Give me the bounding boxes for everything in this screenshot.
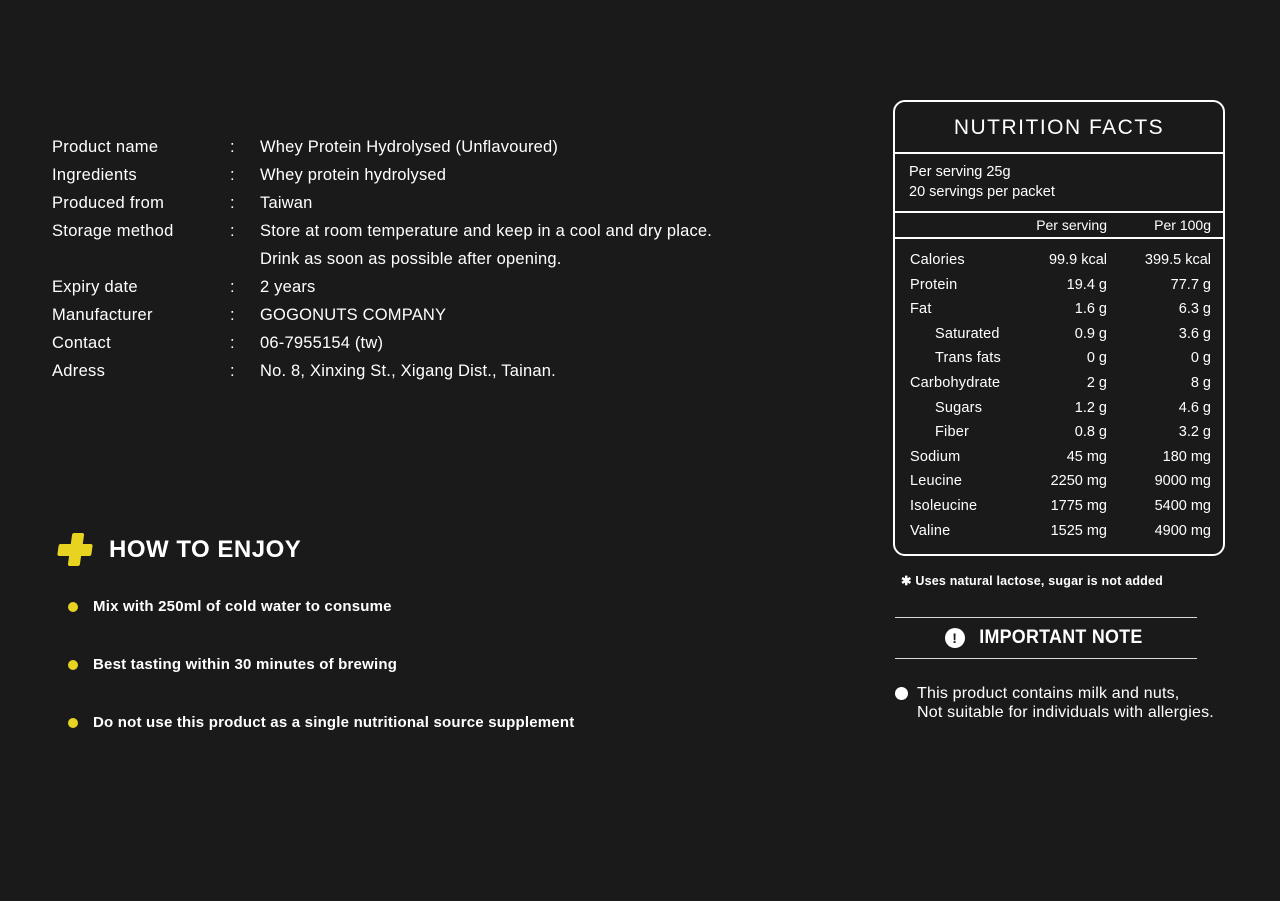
list-item bbox=[68, 598, 738, 615]
nutrient-per-100g: 399.5 kcal bbox=[1144, 252, 1211, 268]
nutrient-name: Fiber bbox=[935, 424, 970, 441]
nutrition-facts-title: NUTRITION FACTS bbox=[895, 102, 1223, 154]
how-to-enjoy-header bbox=[58, 533, 738, 566]
nutrition-row bbox=[895, 469, 1223, 494]
nutrition-row bbox=[895, 420, 1223, 445]
product-info-section bbox=[52, 133, 867, 385]
nutrition-footnote: ✱ Uses natural lactose, sugar is not added bbox=[901, 574, 1164, 589]
nutrient-per-serving: 0.9 g bbox=[1074, 325, 1107, 342]
product-info-label: Manufacturer bbox=[52, 306, 153, 324]
separator-colon: : bbox=[230, 278, 235, 296]
servings-per-packet: 20 servings per packet bbox=[909, 184, 1055, 200]
product-info-value: GOGONUTS COMPANY bbox=[260, 306, 447, 324]
important-note-section bbox=[895, 617, 1251, 722]
important-note-title: IMPORTANT NOTE bbox=[978, 627, 1143, 648]
product-info-value: 2 years bbox=[260, 278, 316, 296]
product-info-label: Expiry date bbox=[52, 278, 138, 296]
product-info-value: No. 8, Xinxing St., Xigang Dist., Tainan. bbox=[260, 362, 556, 380]
nutrient-per-100g: 180 mg bbox=[1162, 448, 1211, 465]
exclamation-icon: ! bbox=[945, 628, 965, 648]
important-note-line-2: Not suitable for individuals with allergies. bbox=[917, 704, 1214, 721]
product-info-value: Whey Protein Hydrolysed (Unflavoured) bbox=[260, 138, 559, 156]
serving-size: Per serving 25g bbox=[909, 164, 1011, 180]
nutrition-rows bbox=[895, 239, 1223, 554]
product-info-value: 06-7955154 (tw) bbox=[260, 334, 384, 352]
separator-colon: : bbox=[230, 334, 235, 352]
nutrient-name: Sugars bbox=[935, 399, 983, 416]
nutrition-row bbox=[895, 273, 1223, 298]
plus-icon bbox=[58, 533, 92, 566]
nutrient-name: Leucine bbox=[910, 473, 963, 490]
important-note-line-1: This product contains milk and nuts, bbox=[917, 685, 1180, 702]
nutrient-per-serving: 0.8 g bbox=[1074, 424, 1107, 441]
product-info-value bbox=[260, 217, 867, 273]
bullet-dot-icon bbox=[895, 687, 908, 700]
nutrition-row bbox=[895, 248, 1223, 273]
separator-colon: : bbox=[230, 222, 235, 240]
nutrition-row bbox=[895, 297, 1223, 322]
nutrient-per-serving: 19.4 g bbox=[1066, 276, 1107, 293]
product-info-label: Adress bbox=[52, 362, 106, 380]
nutrient-name: Sodium bbox=[910, 448, 961, 465]
nutrient-name: Valine bbox=[910, 522, 951, 539]
nutrition-row bbox=[895, 322, 1223, 347]
how-to-enjoy-title: HOW TO ENJOY bbox=[109, 535, 302, 563]
nutrient-per-serving: 2250 mg bbox=[1050, 473, 1107, 490]
nutrient-per-100g: 77.7 g bbox=[1170, 276, 1211, 293]
product-info-row bbox=[52, 273, 867, 301]
nutrient-per-serving: 2 g bbox=[1086, 374, 1107, 391]
bullet-dot-icon bbox=[68, 718, 78, 728]
nutrient-per-100g: 5400 mg bbox=[1154, 497, 1211, 514]
nutrient-per-100g: 4.6 g bbox=[1178, 399, 1211, 416]
product-info-row bbox=[52, 133, 867, 161]
nutrient-per-100g: 4900 mg bbox=[1154, 522, 1211, 539]
nutrient-per-serving: 1775 mg bbox=[1050, 497, 1107, 514]
nutrient-per-100g: 3.6 g bbox=[1178, 325, 1211, 342]
list-item bbox=[68, 656, 738, 673]
nutrient-per-serving: 45 mg bbox=[1066, 448, 1107, 465]
divider-bottom bbox=[895, 658, 1197, 659]
nutrition-column-headers bbox=[895, 213, 1223, 239]
nutrient-name: Fat bbox=[910, 301, 932, 318]
product-info-row bbox=[52, 329, 867, 357]
separator-colon: : bbox=[230, 194, 235, 212]
separator-colon: : bbox=[230, 166, 235, 184]
product-info-row bbox=[52, 161, 867, 189]
nutrient-per-100g: 0 g bbox=[1190, 350, 1211, 367]
list-item-text: Mix with 250ml of cold water to consume bbox=[93, 598, 392, 615]
product-info-label: Produced from bbox=[52, 194, 165, 212]
nutrient-name: Protein bbox=[910, 276, 958, 293]
separator-colon: : bbox=[230, 362, 235, 380]
nutrient-per-serving: 0 g bbox=[1086, 350, 1107, 367]
nutrient-per-100g: 6.3 g bbox=[1178, 301, 1211, 318]
nutrient-name: Saturated bbox=[935, 325, 1000, 342]
nutrition-row bbox=[895, 371, 1223, 396]
important-note-text bbox=[917, 684, 1214, 722]
product-info-label: Storage method bbox=[52, 222, 174, 240]
col-header-per-100g: Per 100g bbox=[1154, 217, 1211, 233]
nutrient-per-serving: 1525 mg bbox=[1050, 522, 1107, 539]
nutrient-per-100g: 9000 mg bbox=[1154, 473, 1211, 490]
important-note-body bbox=[895, 684, 1251, 722]
nutrient-per-100g: 8 g bbox=[1190, 374, 1211, 391]
nutrition-row bbox=[895, 445, 1223, 470]
nutrient-name: Carbohydrate bbox=[910, 374, 1001, 391]
nutrient-per-serving: 1.6 g bbox=[1074, 301, 1107, 318]
product-info-value: Whey protein hydrolysed bbox=[260, 166, 447, 184]
list-item bbox=[68, 714, 738, 731]
product-info-label: Ingredients bbox=[52, 166, 137, 184]
spacer bbox=[907, 217, 1007, 233]
bullet-dot-icon bbox=[68, 660, 78, 670]
nutrient-per-serving: 99.9 kcal bbox=[1048, 252, 1107, 268]
storage-line-1: Store at room temperature and keep in a cool and dry place. bbox=[260, 222, 713, 240]
product-info-value: Taiwan bbox=[260, 194, 313, 212]
nutrient-name: Trans fats bbox=[935, 350, 1001, 367]
product-info-row bbox=[52, 357, 867, 385]
nutrient-per-100g: 3.2 g bbox=[1178, 424, 1211, 441]
product-info-row bbox=[52, 301, 867, 329]
separator-colon: : bbox=[230, 138, 235, 156]
nutrition-row bbox=[895, 494, 1223, 519]
col-header-per-serving: Per serving bbox=[1036, 217, 1107, 233]
nutrition-facts-panel bbox=[893, 100, 1225, 588]
nutrient-name: Calories bbox=[910, 252, 965, 268]
how-to-enjoy-section bbox=[58, 533, 738, 772]
product-info-label: Product name bbox=[52, 138, 159, 156]
nutrition-row bbox=[895, 519, 1223, 544]
nutrition-row bbox=[895, 346, 1223, 371]
list-item-text: Best tasting within 30 minutes of brewing bbox=[93, 656, 398, 673]
serving-info bbox=[895, 154, 1223, 213]
product-info-row bbox=[52, 189, 867, 217]
bullet-dot-icon bbox=[68, 602, 78, 612]
product-info-label: Contact bbox=[52, 334, 111, 352]
nutrition-row bbox=[895, 396, 1223, 421]
nutrient-name: Isoleucine bbox=[910, 497, 978, 514]
separator-colon: : bbox=[230, 306, 235, 324]
product-info-row bbox=[52, 217, 867, 273]
important-note-header bbox=[895, 618, 1197, 658]
nutrition-facts-box bbox=[893, 100, 1225, 556]
storage-line-2: Drink as soon as possible after opening. bbox=[260, 250, 562, 268]
list-item-text: Do not use this product as a single nutritional source supplement bbox=[93, 714, 575, 731]
nutrient-per-serving: 1.2 g bbox=[1074, 399, 1107, 416]
how-to-enjoy-list bbox=[58, 598, 738, 731]
